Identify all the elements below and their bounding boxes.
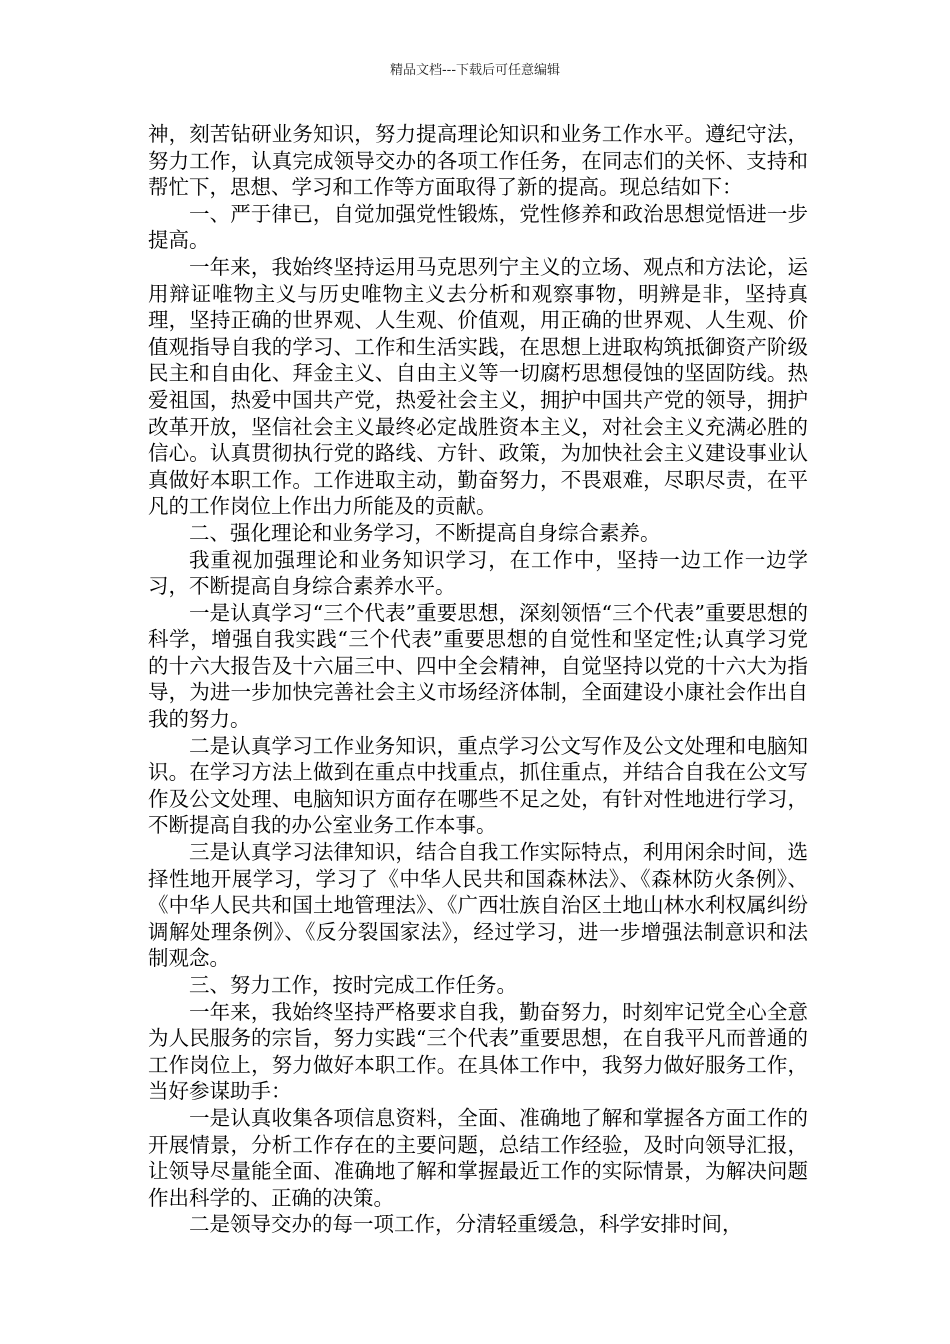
page-header: 精品文档---下载后可任意编辑	[389, 63, 561, 78]
document-body	[148, 121, 808, 1238]
section-heading-3: 三、努力工作，按时完成工作任务。	[189, 973, 517, 997]
paragraph: 一是认真收集各项信息资料，全面、准确地了解和掌握各方面工作的开展情景，分析工作存在的主要问题，总结工作经验，及时向领导汇报，让领导尽量能全面、准确地了解和掌握最近工作的实际情景，为解决问题作出科学的、正确的决策。	[148, 1105, 808, 1210]
paragraph: 二是认真学习工作业务知识，重点学习公文写作及公文处理和电脑知识。在学习方法上做到在重点中找重点，抓住重点，并结合自我在公文写作及公文处理、电脑知识方面存在哪些不足之处，有针对性地进行学习，不断提高自我的办公室业务工作本事。	[148, 733, 808, 838]
paragraph: 一年来，我始终坚持运用马克思列宁主义的立场、观点和方法论，运用辩证唯物主义与历史唯物主义去分析和观察事物，明辨是非，坚持真理，坚持正确的世界观、人生观、价值观，用正确的世界观、人生观、价值观指导自我的学习、工作和生活实践，在思想上进取构筑抵御资产阶级民主和自由化、拜金主义、自由主义等一切腐朽思想侵蚀的坚固防线。热爱祖国，热爱中国共产党，热爱社会主义，拥护中国共产党的领导，拥护改革开放，坚信社会主义最终必定战胜资本主义，对社会主义充满必胜的信心。认真贯彻执行党的路线、方针、政策，为加快社会主义建设事业认真做好本职工作。工作进取主动，勤奋努力，不畏艰难，尽职尽责，在平凡的工作岗位上作出力所能及的贡献。	[148, 254, 808, 519]
paragraph: 一是认真学习“三个代表”重要思想，深刻领悟“三个代表”重要思想的科学，增强自我实践“三个代表”重要思想的自觉性和坚定性;认真学习党的十六大报告及十六届三中、四中全会精神，自觉坚持以党的十六大为指导，为进一步加快完善社会主义市场经济体制，全面建设小康社会作出自我的努力。	[148, 600, 808, 732]
paragraph: 二是领导交办的每一项工作，分清轻重缓急，科学安排时间，	[189, 1212, 743, 1237]
paragraph: 三是认真学习法律知识，结合自我工作实际特点，利用闲余时间，选择性地开展学习，学习了《中华人民共和国森林法》、《森林防火条例》、《中华人民共和国土地管理法》、《广西壮族自治区土地山林水利权属纠纷调解处理条例》、《反分裂国家法》，经过学习，进一步增强法制意识和法制观念。	[148, 840, 808, 971]
section-heading-2: 二、强化理论和业务学习，不断提高自身综合素养。	[189, 520, 661, 545]
paragraph: 我重视加强理论和业务知识学习，在工作中，坚持一边工作一边学习，不断提高自身综合素养水平。	[148, 547, 808, 599]
paragraph-continuation: 神，刻苦钻研业务知识，努力提高理论知识和业务工作水平。遵纪守法，努力工作，认真完成领导交办的各项工作任务，在同志们的关怀、支持和帮忙下，思想、学习和工作等方面取得了新的提高。现总结如下：	[148, 122, 808, 200]
section-heading-1: 一、严于律已，自觉加强党性锻炼，党性修养和政治思想觉悟进一步提高。	[148, 201, 808, 253]
paragraph: 一年来，我始终坚持严格要求自我，勤奋努力，时刻牢记党全心全意为人民服务的宗旨，努力实践“三个代表”重要思想，在自我平凡而普通的工作岗位上，努力做好本职工作。在具体工作中，我努力做好服务工作，当好参谋助手：	[148, 999, 808, 1104]
